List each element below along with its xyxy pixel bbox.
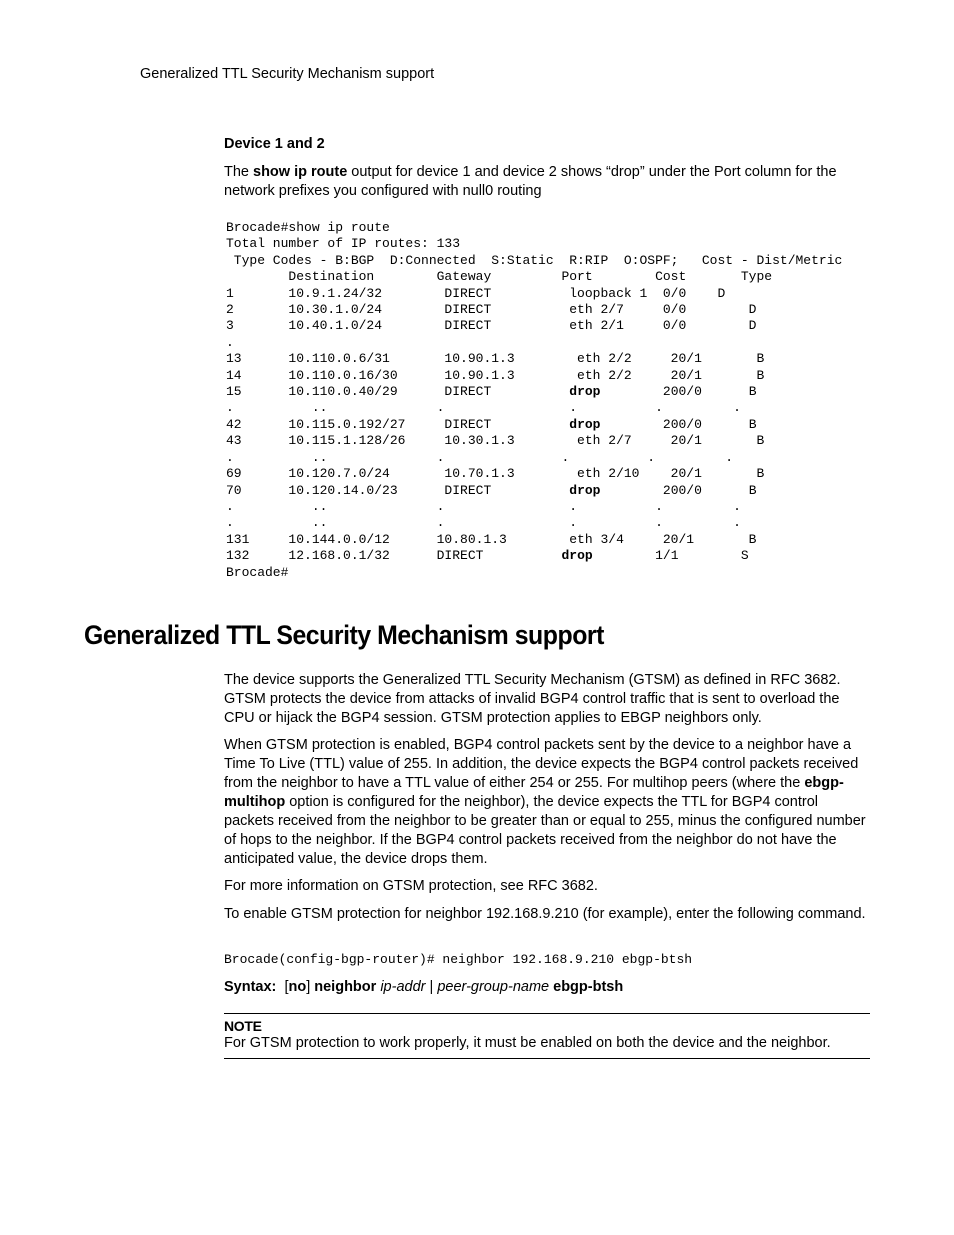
route-output-line: 42 10.115.0.192/27 DIRECT drop 200/0 B: [226, 416, 757, 432]
note-text: For GTSM protection to work properly, it must be enabled on both the device and the neighbor.: [224, 1035, 831, 1051]
device-subheading: Device 1 and 2: [224, 136, 325, 152]
route-output-line: 131 10.144.0.0/12 10.80.1.3 eth 3/4 20/1 B: [226, 531, 757, 547]
route-output-line: 70 10.120.14.0/23 DIRECT drop 200/0 B: [226, 482, 757, 498]
gtsm-para-4: To enable GTSM protection for neighbor 192.168.9.210 (for example), enter the following command.: [224, 906, 866, 922]
route-output-line: 13 10.110.0.6/31 10.90.1.3 eth 2/2 20/1 B: [226, 351, 765, 367]
device-intro-paragraph: The show ip route output for device 1 and device 2 shows “drop” under the Port column for the network prefixes you configured with null0 routing: [224, 164, 837, 199]
route-output-line: Type Codes - B:BGP D:Connected S:Static R:RIP O:OSPF; Cost - Dist/Metric: [226, 252, 843, 268]
route-output-block: [226, 220, 842, 581]
route-output-line: 43 10.115.1.128/26 10.30.1.3 eth 2/7 20/1 B: [226, 433, 765, 449]
show-ip-route-command: show ip route: [253, 164, 348, 180]
route-output-line: 2 10.30.1.0/24 DIRECT eth 2/7 0/0 D: [226, 302, 757, 318]
syntax-line: Syntax: [no] neighbor ip-addr | peer-group-name ebgp-btsh: [224, 979, 624, 995]
gtsm-command: Brocade(config-bgp-router)# neighbor 192.168.9.210 ebgp-btsh: [224, 952, 693, 967]
note-box: [224, 1013, 870, 1059]
route-output-line: Brocade#show ip route: [226, 220, 390, 235]
note-label: NOTE: [224, 1018, 262, 1034]
gtsm-para-1: The device supports the Generalized TTL Security Mechanism (GTSM) as defined in RFC 3682. GTSM protects the device from attacks of invalid BGP4 control traffic that is sent to overload the CPU or hijack the BGP4 session. GTSM protection applies to EBGP neighbors only.: [224, 672, 841, 726]
route-output-line: . .. . . . .: [226, 498, 741, 514]
route-output-line: 69 10.120.7.0/24 10.70.1.3 eth 2/10 20/1 B: [226, 466, 765, 482]
route-output-line: 1 10.9.1.24/32 DIRECT loopback 1 0/0 D: [226, 285, 726, 301]
section-heading: Generalized TTL Security Mechanism support: [84, 620, 604, 650]
route-output-line: Destination Gateway Port Cost Type: [226, 269, 773, 285]
gtsm-para-2: When GTSM protection is enabled, BGP4 control packets sent by the device to a neighbor have a Time To Live (TTL) value of 255. In addition, the device expects the BGP4 control packets received from the neighbor to have a TTL value of either 254 or 255. For multihop peers (where the ebgp-multihop option is configured for the neighbor), the device expects the TTL for BGP4 control packets received from the neighbor to be greater than or equal to 255, minus the configured number of hops to the neighbor. If the BGP4 control packets received from the neighbor do not have the anticipated value, the device drops them.: [224, 737, 866, 867]
gtsm-para-3: For more information on GTSM protection, see RFC 3682.: [224, 878, 598, 894]
route-output-line: . .. . . . .: [226, 515, 741, 531]
running-header: Generalized TTL Security Mechanism support: [140, 66, 435, 82]
route-output-line: Total number of IP routes: 133: [226, 236, 461, 252]
route-output-line: 3 10.40.1.0/24 DIRECT eth 2/1 0/0 D: [226, 318, 757, 334]
route-output-line: 132 12.168.0.1/32 DIRECT drop 1/1 S: [226, 548, 749, 564]
route-output-line: .: [226, 334, 234, 350]
ebgp-multihop-keyword: ebgp-multihop: [224, 775, 844, 810]
route-output-line: 14 10.110.0.16/30 10.90.1.3 eth 2/2 20/1 B: [226, 367, 765, 383]
route-output-line: . .. . . . .: [226, 400, 741, 416]
route-output-line: Brocade#: [226, 564, 289, 580]
route-output-line: 15 10.110.0.40/29 DIRECT drop 200/0 B: [226, 384, 757, 400]
route-output-line: . .. . . . .: [226, 449, 734, 465]
